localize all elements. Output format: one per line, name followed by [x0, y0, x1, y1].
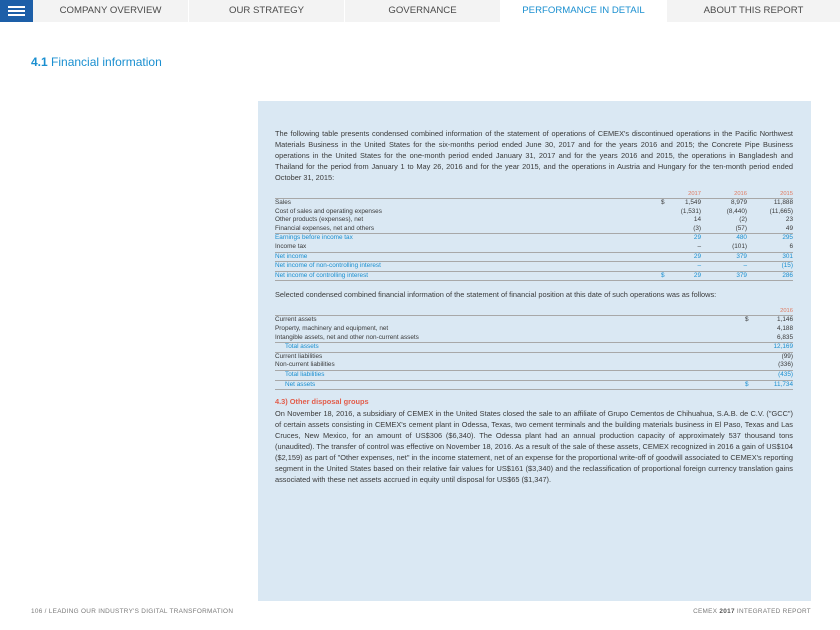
row-value: (11,665) — [769, 207, 793, 215]
row-value: 379 — [717, 252, 747, 262]
subsection-heading: 4.3) Other disposal groups — [275, 397, 369, 407]
row-value: 12,169 — [759, 343, 793, 353]
nav-tab-governance[interactable]: GOVERNANCE — [388, 5, 457, 16]
row-value: 11,734 — [759, 380, 793, 390]
currency-symbol — [701, 208, 717, 217]
table-header-cell — [657, 190, 675, 199]
row-value: 29 — [693, 234, 701, 242]
content-body — [275, 128, 793, 485]
row-label: Total liabilities — [275, 370, 741, 380]
table-row — [275, 370, 793, 380]
row-value: 1,549 — [685, 199, 701, 206]
row-label: Other products (expenses), net — [275, 216, 364, 224]
currency-symbol — [657, 216, 675, 225]
currency-symbol: $ — [657, 271, 675, 281]
row-value: (8,440) — [726, 207, 747, 215]
table-row — [275, 262, 793, 272]
currency-symbol: $ — [661, 199, 665, 206]
row-value: 286 — [763, 271, 793, 281]
table-header-row — [275, 307, 793, 316]
currency-symbol — [747, 243, 763, 252]
row-label: Sales — [275, 199, 291, 206]
currency-symbol — [747, 199, 763, 208]
table-row — [275, 325, 793, 334]
row-value: (435) — [759, 370, 793, 380]
row-label: Cost of sales and operating expenses — [275, 207, 382, 215]
table-row — [275, 208, 793, 217]
row-value: 14 — [693, 216, 701, 224]
currency-symbol — [747, 271, 763, 281]
footer-report-name: INTEGRATED REPORT — [734, 608, 811, 615]
row-value: 480 — [736, 234, 747, 242]
table-header-cell — [741, 307, 759, 316]
section-number: 4.1 — [31, 55, 48, 69]
row-value: 379 — [717, 271, 747, 281]
table-row — [275, 271, 793, 281]
row-value: (101) — [717, 243, 747, 252]
table-row — [275, 361, 793, 370]
currency-symbol — [701, 252, 717, 262]
currency-symbol — [747, 234, 763, 243]
row-value: 301 — [763, 252, 793, 262]
section-title-text: Financial information — [51, 55, 162, 69]
footer-year: 2017 — [719, 608, 735, 615]
row-value: 1,146 — [777, 316, 793, 324]
currency-symbol — [741, 325, 759, 334]
currency-symbol — [701, 199, 717, 208]
nav-tab-company-overview[interactable]: COMPANY OVERVIEW — [59, 5, 162, 16]
currency-symbol — [701, 243, 717, 252]
currency-symbol — [657, 262, 675, 272]
currency-symbol — [657, 225, 675, 234]
row-label: Financial expenses, net and others — [275, 225, 657, 234]
table-row — [275, 316, 793, 325]
row-value: (57) — [717, 225, 747, 234]
position-intro-paragraph: Selected condensed combined financial information of the statement of financial position at this date of such operations was as follows: — [275, 290, 717, 300]
row-label: Net income — [275, 252, 657, 262]
row-label: Current assets — [275, 316, 317, 324]
year-header: 2016 — [759, 307, 793, 316]
row-value: 49 — [763, 225, 793, 234]
row-value: 29 — [675, 271, 701, 281]
currency-symbol — [747, 225, 763, 234]
currency-symbol — [747, 262, 763, 272]
currency-symbol — [741, 361, 759, 370]
currency-symbol — [701, 262, 717, 272]
row-label: Total assets — [275, 343, 741, 353]
row-label: Net income of controlling interest — [275, 271, 657, 281]
currency-symbol — [657, 252, 675, 262]
year-header: 2016 — [717, 190, 747, 199]
table-row — [275, 334, 793, 343]
row-label: Income tax — [275, 243, 657, 252]
row-value: (2) — [739, 216, 747, 224]
currency-symbol — [747, 216, 763, 225]
financial-position-table — [275, 307, 793, 390]
table-row — [275, 252, 793, 262]
row-value: 4,188 — [777, 324, 793, 332]
row-label: Intangible assets, net and other non-current assets — [275, 334, 741, 343]
currency-symbol — [701, 216, 717, 225]
table-row — [275, 352, 793, 361]
row-value: 295 — [782, 234, 793, 242]
currency-symbol — [741, 352, 759, 361]
row-label: Earnings before income tax — [275, 234, 353, 242]
row-value: 11,888 — [773, 199, 793, 206]
row-label: Net assets — [275, 380, 741, 390]
table-row — [275, 199, 793, 208]
row-value: (1,531) — [680, 207, 701, 215]
intro-paragraph: The following table presents condensed combined information of the statement of operations of CEMEX's discontinued operations in the Pacific Northwest Materials Business in the United States for the six-months period ended June 30, 2017 and for the years 2016 and 2015; the Concrete Pipe Business operations in the United States for the one-month period ended January 31, 2017 and for the years 2016 and 2015, the operations in Bangladesh and Thailand for the period from January 1 to May 26, 2016 and for the year 2015, and the operations in Austria and Hungary for the ten-month period ended October 31, 2015: — [275, 129, 793, 182]
section-title — [31, 55, 162, 69]
table-header-cell — [747, 190, 763, 199]
row-value: 23 — [785, 216, 793, 224]
currency-symbol — [741, 370, 759, 380]
currency-symbol — [701, 271, 717, 281]
currency-symbol — [747, 252, 763, 262]
row-label: Non-current liabilities — [275, 361, 741, 370]
row-label: Property, machinery and equipment, net — [275, 324, 389, 332]
table-row — [275, 225, 793, 234]
footer-brand: CEMEX — [693, 608, 720, 615]
table-header-row — [275, 190, 793, 199]
operations-table — [275, 190, 793, 281]
nav-tab-about-this-report[interactable]: ABOUT THIS REPORT — [703, 5, 804, 16]
row-value: 6,835 — [759, 334, 793, 343]
currency-symbol — [657, 208, 675, 217]
top-navigation — [0, 0, 840, 22]
row-label: Net income of non-controlling interest — [275, 262, 657, 272]
row-value: (336) — [759, 361, 793, 370]
row-value: (99) — [781, 352, 793, 360]
row-label: Current liabilities — [275, 352, 323, 360]
currency-symbol — [701, 234, 717, 243]
row-value: (15) — [763, 262, 793, 272]
row-value: (3) — [675, 225, 701, 234]
currency-symbol: $ — [745, 316, 749, 324]
currency-symbol — [701, 225, 717, 234]
table-row — [275, 216, 793, 225]
nav-tab-our-strategy[interactable]: OUR STRATEGY — [229, 5, 304, 16]
row-value: – — [675, 262, 701, 272]
hamburger-menu-icon[interactable] — [0, 0, 33, 22]
row-value: – — [717, 262, 747, 272]
currency-symbol — [747, 208, 763, 217]
footer-page-label: 106 / LEADING OUR INDUSTRY'S DIGITAL TRANSFORMATION — [31, 608, 234, 615]
nav-tab-performance-in-detail[interactable]: PERFORMANCE IN DETAIL — [501, 0, 666, 22]
table-row — [275, 243, 793, 252]
table-row — [275, 343, 793, 353]
year-header: 2017 — [675, 190, 701, 199]
row-value: 6 — [763, 243, 793, 252]
table-header-cell — [701, 190, 717, 199]
table-row — [275, 380, 793, 390]
row-value: 29 — [675, 252, 701, 262]
footer-report-title — [693, 608, 811, 615]
row-value: – — [675, 243, 701, 252]
table-header-cell — [275, 307, 741, 316]
currency-symbol — [741, 343, 759, 353]
currency-symbol: $ — [741, 380, 759, 390]
table-row — [275, 234, 793, 243]
row-value: 8,979 — [731, 199, 747, 206]
currency-symbol — [657, 234, 675, 243]
subsection-paragraph: On November 18, 2016, a subsidiary of CEMEX in the United States closed the sale to an affiliate of Grupo Cementos de Chihuahua, S.A.B. de C.V. ("GCC") of certain assets consisting in CEMEX's cement plant in Odessa, Texas, two cement terminals and the building materials business in El Paso, Texas and Las Cruces, New Mexico, for an amount of US$306 ($6,340). The Odessa plant had an annual production capacity of approximately 537 thousand tons (unaudited). The transfer of control was effective on November 18, 2016. As a result of the sale of these assets, CEMEX recognized in 2016 a gain of US$104 ($2,159) as part of "Other expenses, net" in the income statement, net of an expense for the proportional write-off of goodwill associated to CEMEX's reporting segment in the United States based on their relative fair values for US$161 ($3,340) and the reclassification of proportional foreign currency translation gains associated with these net assets accrued in equity until disposal for US$65 ($1,347). — [275, 409, 793, 485]
year-header: 2015 — [763, 190, 793, 199]
currency-symbol — [657, 243, 675, 252]
currency-symbol — [741, 334, 759, 343]
table-header-cell — [275, 190, 657, 199]
